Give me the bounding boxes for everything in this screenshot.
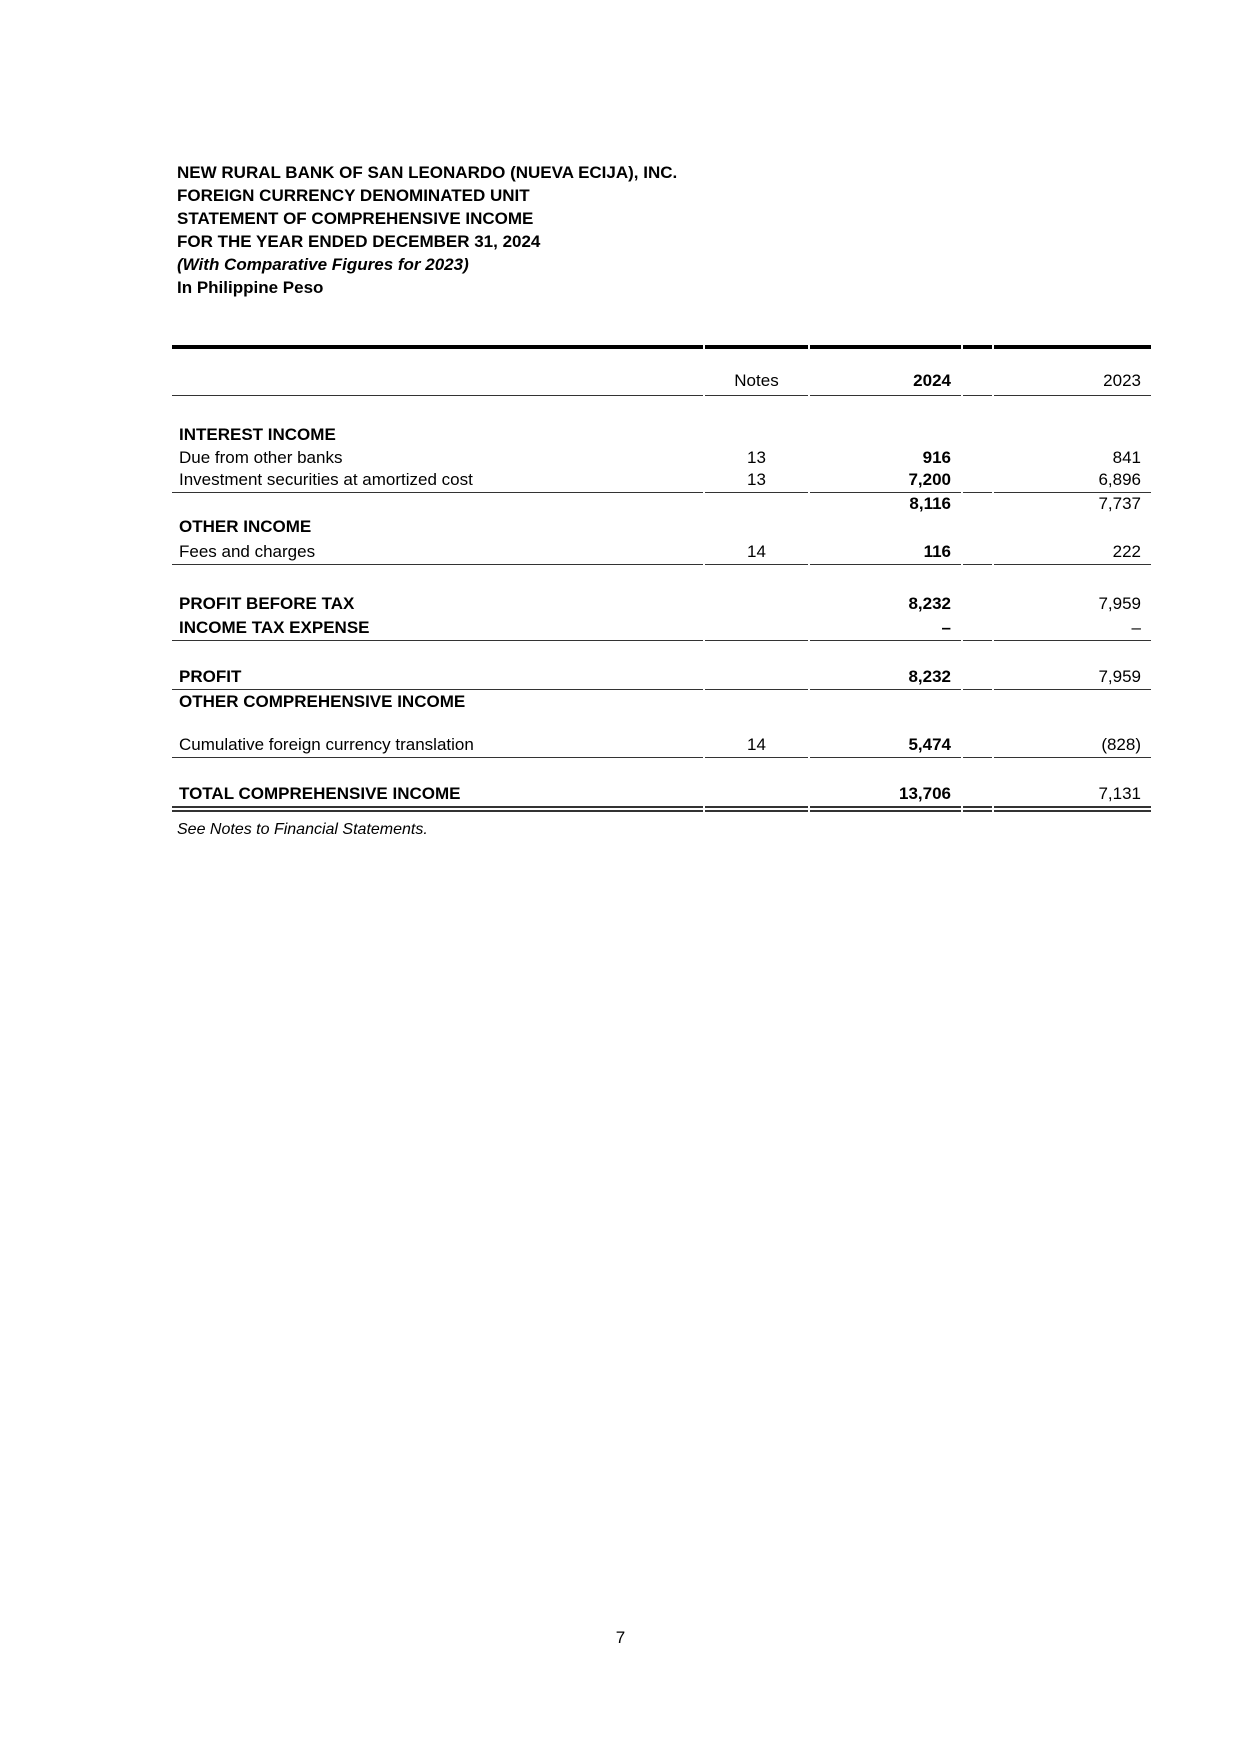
cell-2023: 7,737 <box>1098 494 1141 513</box>
company-name: NEW RURAL BANK OF SAN LEONARDO (NUEVA ECIJA), INC. <box>177 163 678 182</box>
row-label: OTHER COMPREHENSIVE INCOME <box>179 692 466 711</box>
col-gap <box>963 345 992 396</box>
row-profit-before-tax <box>172 593 1151 616</box>
row-other-income-section <box>172 516 1151 539</box>
row-label: Investment securities at amortized cost <box>172 470 703 493</box>
column-header-row <box>172 345 1151 396</box>
document-header <box>177 161 677 299</box>
row-label: TOTAL COMPREHENSIVE INCOME <box>172 784 703 812</box>
row-total-comprehensive-income <box>172 784 1151 812</box>
cell-2024: 8,232 <box>810 666 961 690</box>
cell-notes: 14 <box>705 539 808 565</box>
cell-notes: 14 <box>705 732 808 758</box>
col-header-2024: 2024 <box>810 345 961 396</box>
cell-2024: 8,232 <box>908 594 951 613</box>
row-label: Fees and charges <box>172 539 703 565</box>
comparative-figures-note: (With Comparative Figures for 2023) <box>177 255 469 274</box>
cell-notes <box>705 493 808 516</box>
cell-2023: 841 <box>1112 448 1141 467</box>
cell-2023: – <box>994 616 1151 641</box>
spacer-row <box>172 396 1151 424</box>
spacer-row <box>172 758 1151 784</box>
cell-2023: (828) <box>994 732 1151 758</box>
row-due-from-other-banks <box>172 447 1151 470</box>
cell-notes: 13 <box>747 448 766 467</box>
row-label: Due from other banks <box>179 448 343 467</box>
row-cumulative-foreign-currency-translation <box>172 732 1151 758</box>
cell-2024: 8,116 <box>909 494 951 513</box>
row-income-tax-expense <box>172 616 1151 641</box>
period-line: FOR THE YEAR ENDED DECEMBER 31, 2024 <box>177 232 541 251</box>
cell-2024: 116 <box>810 539 961 565</box>
cell-2023: 7,131 <box>994 784 1151 812</box>
col-header-notes: Notes <box>705 345 808 396</box>
row-label <box>172 493 703 516</box>
spacer-row <box>172 641 1151 666</box>
page-number: 7 <box>615 1628 626 1647</box>
cell-2024: 13,706 <box>810 784 961 812</box>
cell-notes: 13 <box>705 470 808 493</box>
row-profit <box>172 666 1151 690</box>
unit-name: FOREIGN CURRENCY DENOMINATED UNIT <box>177 186 530 205</box>
col-header-2023: 2023 <box>994 345 1151 396</box>
cell-2024: 916 <box>922 448 951 467</box>
income-statement-table <box>170 345 1153 812</box>
row-label: OTHER INCOME <box>179 517 312 536</box>
row-label: PROFIT <box>172 666 703 690</box>
cell-2024: 5,474 <box>810 732 961 758</box>
row-interest-income-section <box>172 424 1151 447</box>
row-label: INTEREST INCOME <box>179 425 336 444</box>
cell-2023: 6,896 <box>994 470 1151 493</box>
col-header-blank <box>172 345 703 396</box>
spacer-row <box>172 565 1151 593</box>
cell-2023: 7,959 <box>994 666 1151 690</box>
row-label: PROFIT BEFORE TAX <box>179 594 355 613</box>
row-investment-securities <box>172 470 1151 493</box>
row-label: INCOME TAX EXPENSE <box>172 616 703 641</box>
spacer-row <box>172 714 1151 732</box>
cell-2023: 222 <box>994 539 1151 565</box>
statement-title: STATEMENT OF COMPREHENSIVE INCOME <box>177 209 534 228</box>
currency-note: In Philippine Peso <box>177 278 324 297</box>
row-fees-and-charges <box>172 539 1151 565</box>
footnote: See Notes to Financial Statements. <box>177 821 428 838</box>
cell-2024: 7,200 <box>810 470 961 493</box>
cell-2024: – <box>810 616 961 641</box>
row-interest-income-subtotal <box>172 493 1151 516</box>
row-other-comprehensive-income-section <box>172 690 1151 714</box>
row-label: Cumulative foreign currency translation <box>172 732 703 758</box>
cell-2023: 7,959 <box>1098 594 1141 613</box>
